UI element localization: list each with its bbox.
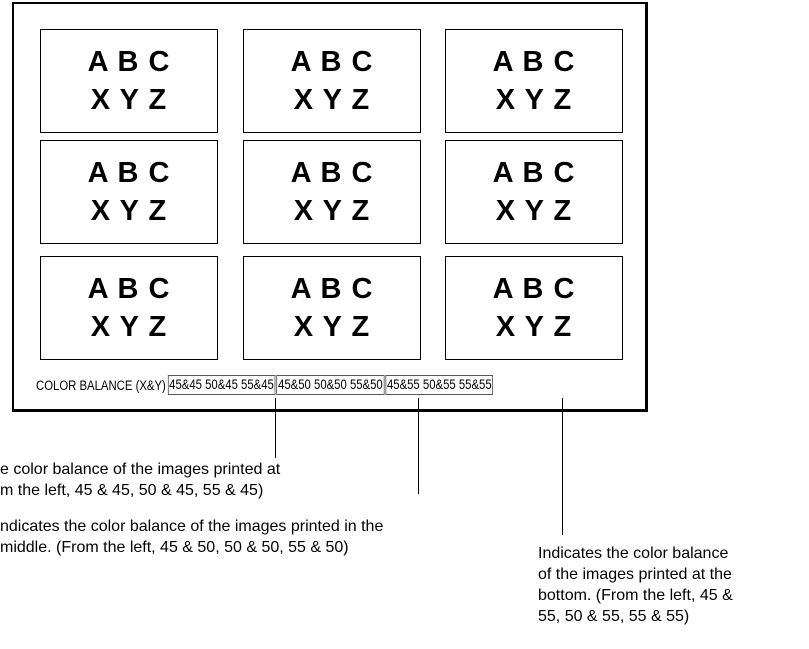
leader-line-top — [275, 398, 276, 458]
leader-line-middle — [418, 398, 419, 494]
sample-tile-r1c2 — [243, 29, 421, 133]
tile-text-xyz: X Y Z — [293, 84, 371, 116]
tile-text-abc: A B C — [492, 157, 576, 189]
tile-text-xyz: X Y Z — [293, 311, 371, 343]
note-bottom-line: bottom. (From the left, 45 & — [538, 587, 733, 604]
sample-tile-r2c3 — [445, 140, 623, 244]
sample-tile-r2c2 — [243, 140, 421, 244]
tile-text-xyz: X Y Z — [293, 195, 371, 227]
tile-text-xyz: X Y Z — [495, 84, 573, 116]
tile-text-abc: A B C — [290, 273, 374, 305]
tile-text-abc: A B C — [290, 46, 374, 78]
note-middle-line: middle. (From the left, 45 & 50, 50 & 50, 55 & 50) — [0, 539, 349, 556]
leader-line-bottom — [562, 398, 563, 535]
sample-tile-r1c1 — [40, 29, 218, 133]
tile-text-abc: A B C — [492, 273, 576, 305]
tile-text-xyz: X Y Z — [495, 311, 573, 343]
color-balance-row — [36, 374, 494, 396]
tile-text-abc: A B C — [492, 46, 576, 78]
balance-values-top: 45&45 50&45 55&45 — [167, 375, 275, 395]
note-bottom-line: Indicates the color balance — [538, 545, 729, 562]
note-bottom-line: 55, 50 & 55, 55 & 55) — [538, 608, 690, 625]
sample-tile-r3c3 — [445, 256, 623, 360]
tile-text-abc: A B C — [290, 157, 374, 189]
tile-text-abc: A B C — [87, 46, 171, 78]
tile-text-xyz: X Y Z — [495, 195, 573, 227]
note-bottom — [538, 543, 733, 627]
tile-text-xyz: X Y Z — [90, 311, 168, 343]
color-balance-label: COLOR BALANCE (X&Y) — [36, 377, 166, 393]
sample-tile-r3c2 — [243, 256, 421, 360]
test-print-sheet — [12, 2, 648, 412]
tile-text-xyz: X Y Z — [90, 84, 168, 116]
sample-tile-r1c3 — [445, 29, 623, 133]
sample-tile-r2c1 — [40, 140, 218, 244]
sample-tile-r3c1 — [40, 256, 218, 360]
note-top — [0, 459, 280, 501]
note-middle-line: ndicates the color balance of the images printed in the — [0, 518, 384, 535]
tile-text-xyz: X Y Z — [90, 195, 168, 227]
tile-text-abc: A B C — [87, 157, 171, 189]
balance-values-middle: 45&50 50&50 55&50 — [276, 375, 384, 395]
note-top-line: m the left, 45 & 45, 50 & 45, 55 & 45) — [0, 482, 264, 499]
note-top-line: e color balance of the images printed at — [0, 461, 281, 478]
note-middle — [0, 516, 383, 558]
note-bottom-line: of the images printed at the — [538, 566, 732, 583]
balance-values-bottom: 45&55 50&55 55&55 — [385, 375, 493, 395]
tile-text-abc: A B C — [87, 273, 171, 305]
